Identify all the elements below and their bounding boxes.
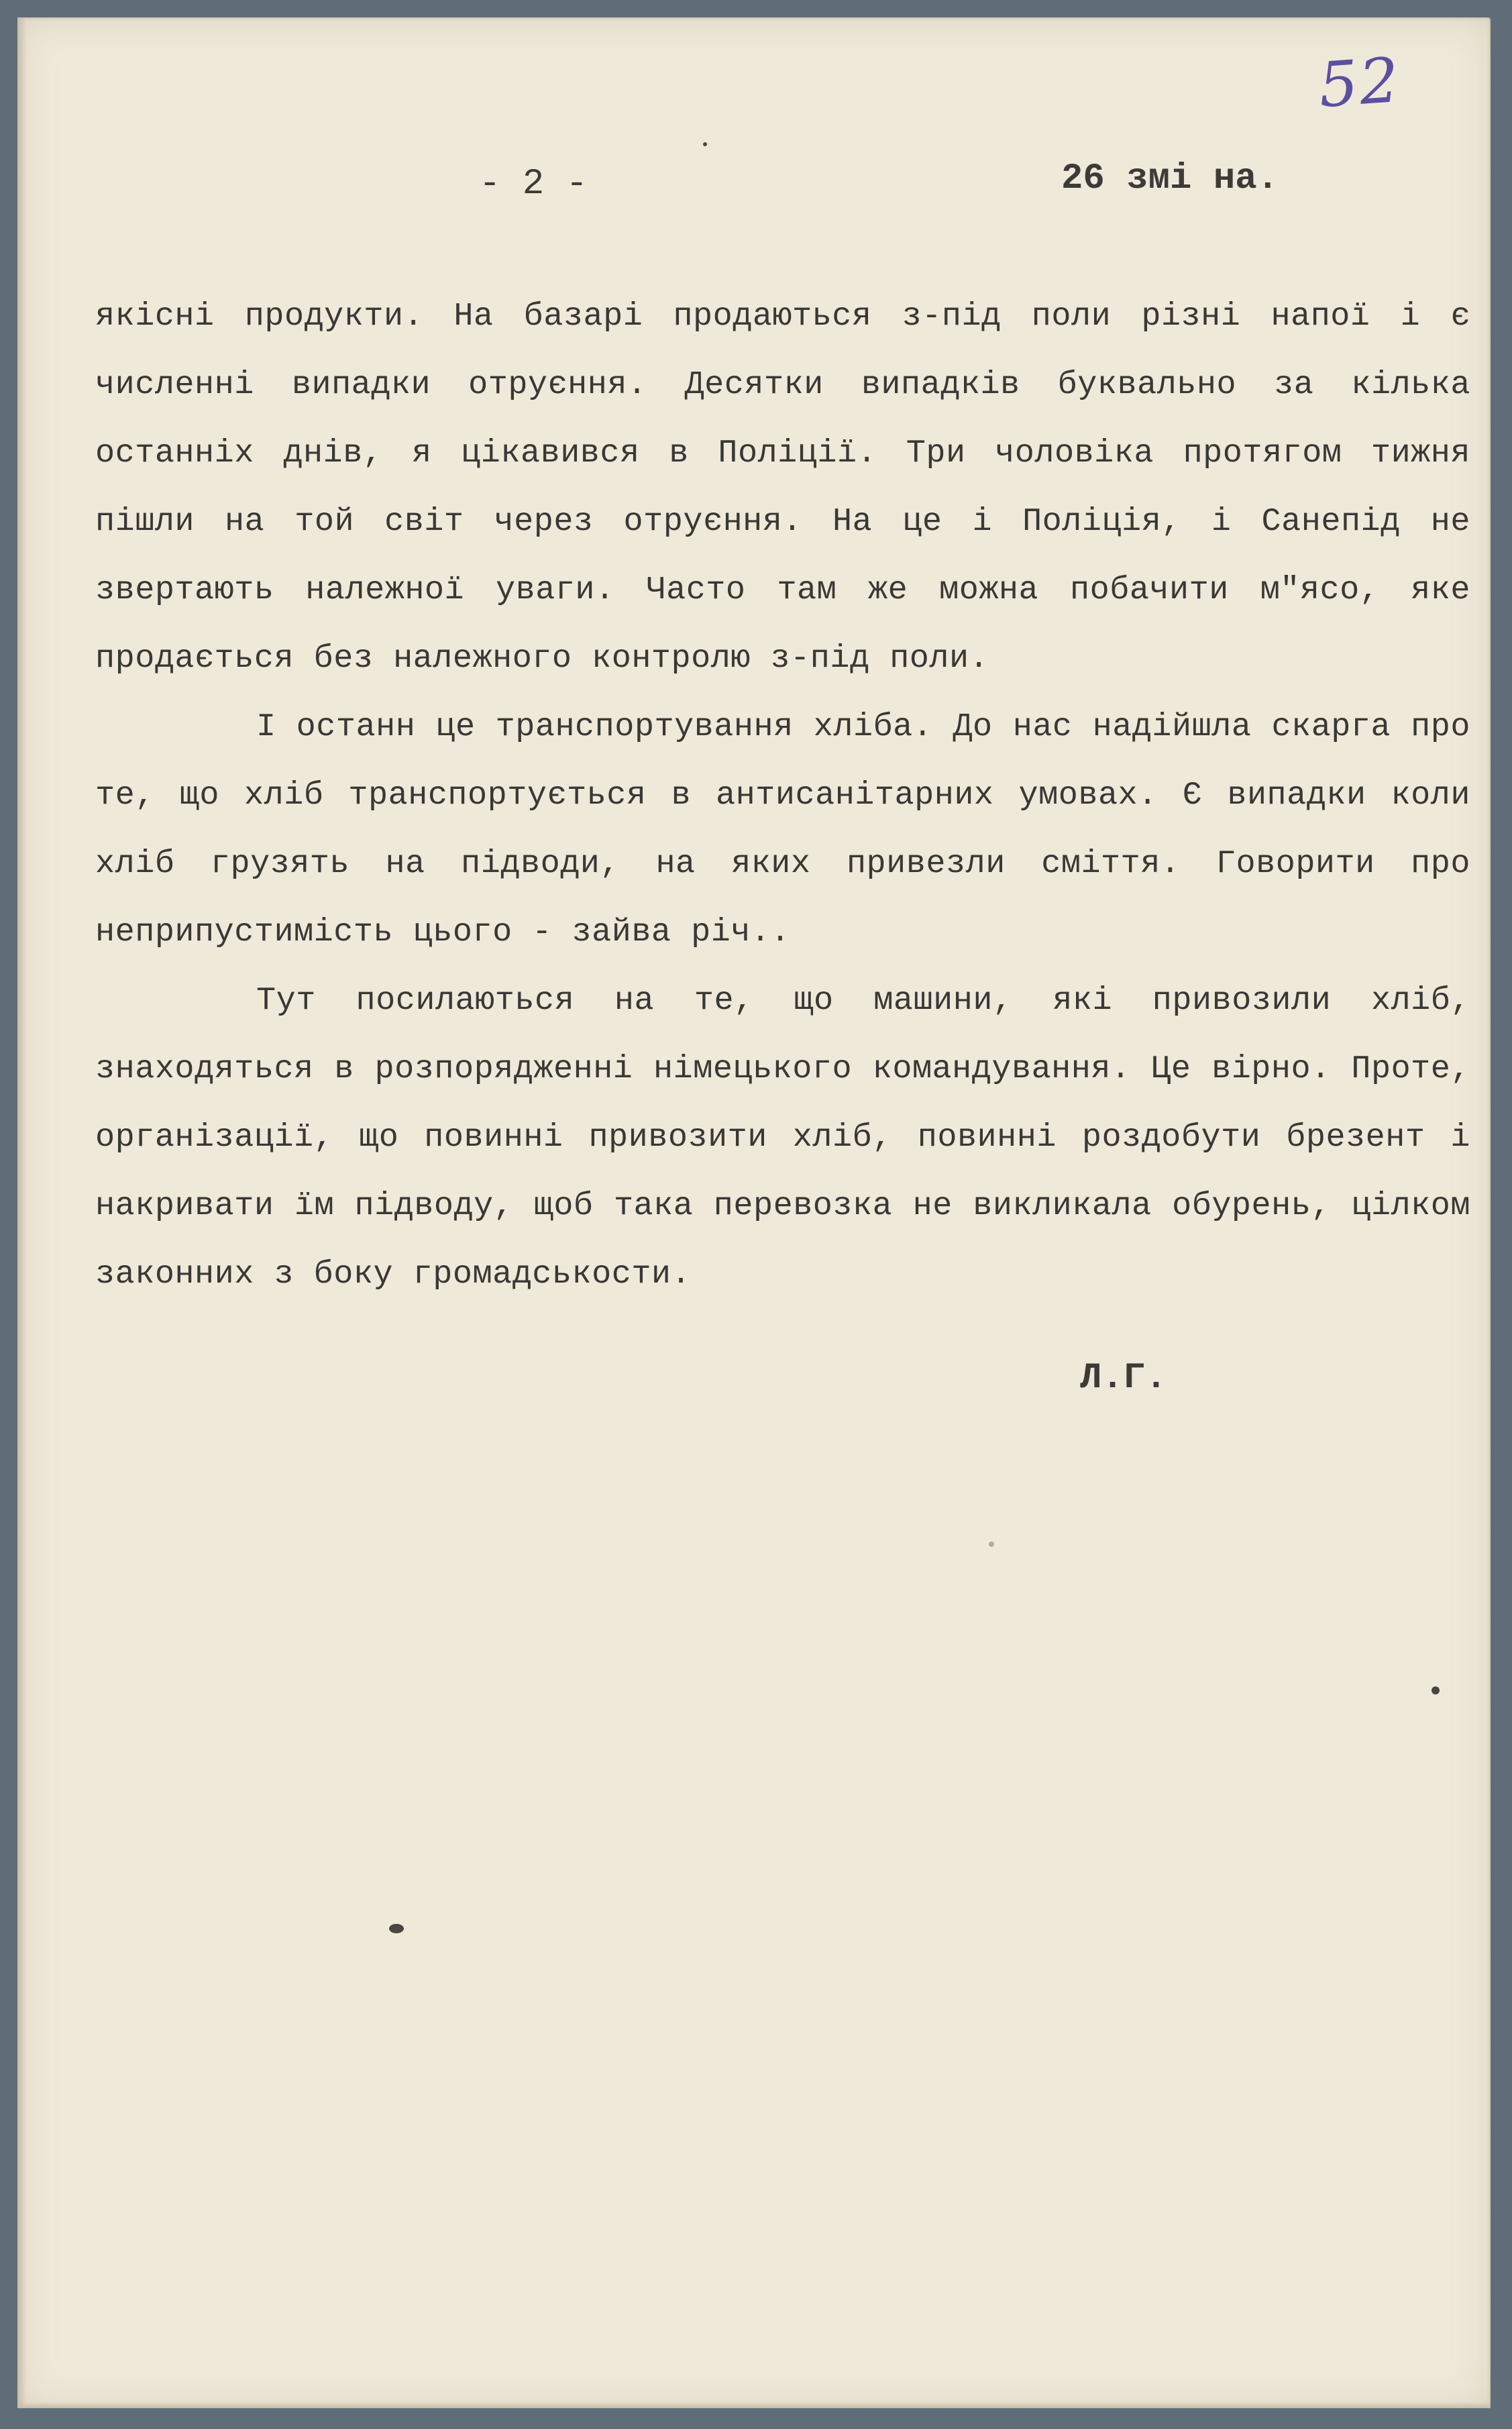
ink-speck xyxy=(389,1924,404,1933)
page-number: - 2 - xyxy=(479,164,588,205)
paragraph-bread-transport: І останн це транспортування хліба. До нас надійшла скарга про те, що хліб транспортується в антисанітарних умовах. Є випадки коли хліб грузять на підводи, на яких привезли сміття. Говорити про неприпустимість цього - зайва річ.. xyxy=(95,708,1470,951)
document-body xyxy=(95,282,1470,1309)
page-binding-edge xyxy=(17,17,27,2408)
signature-initials: Л.Г. xyxy=(1080,1358,1167,1399)
paragraph-continuation: якісні продукти. На базарі продаються з-під поли різні напої і є численні випадки отруєння. Десятки випадків буквально за кілька останніх днів, я цікавився в Поліції. Три чоловіка протягом тижня пішли на той світ через отруєння. На це і Поліція, і Санепід не звертають належної уваги. Часто там же можна побачити м"ясо, яке продається без належного контролю з-під поли. xyxy=(95,298,1470,677)
paper-speck xyxy=(989,1542,994,1547)
document-date: 26 змі на. xyxy=(1061,158,1279,199)
document-page xyxy=(17,17,1491,2408)
ink-speck xyxy=(703,142,707,146)
ink-speck xyxy=(1432,1686,1440,1694)
archive-folio-number: 52 xyxy=(1316,44,1403,122)
page-bottom-edge xyxy=(17,2401,1491,2408)
paragraph-vehicles: Тут посилаються на те, що машини, які привозили хліб, знаходяться в розпорядженні німецького командування. Це вірно. Проте, організації, що повинні привозити хліб, повинні роздобути брезент і накривати їм підводу, щоб така перевозка не викликала обурень, цілком законних з боку громадськости. xyxy=(95,982,1470,1293)
